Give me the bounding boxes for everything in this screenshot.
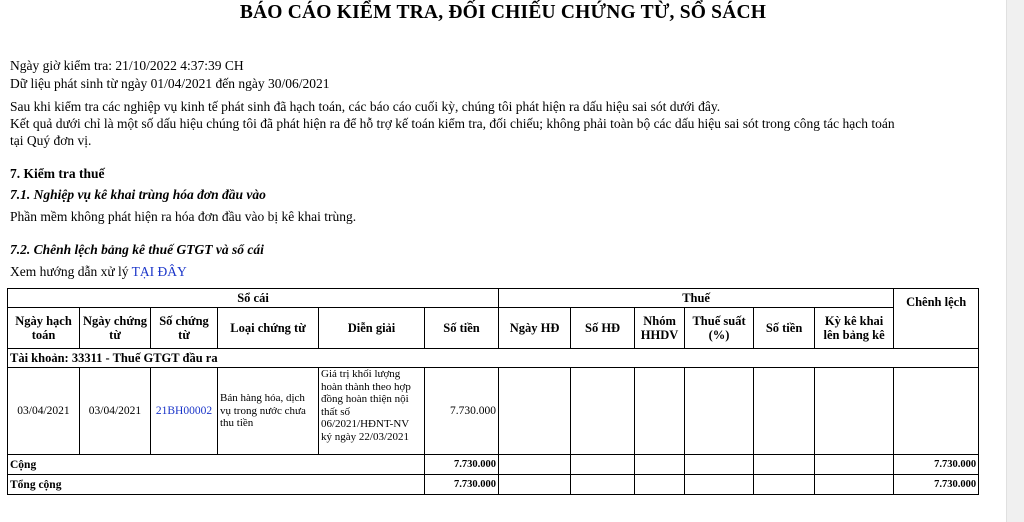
col-invoice-no: Số HĐ: [571, 308, 635, 349]
guide-prefix: Xem hướng dẫn xử lý: [10, 264, 129, 279]
subtotal-row: [8, 455, 979, 475]
total-row: [8, 475, 979, 495]
col-tax-amount: Số tiền: [754, 308, 815, 349]
cell-invoice-group: [635, 368, 685, 455]
section-7-heading: 7. Kiểm tra thuế: [10, 166, 105, 181]
vertical-scrollbar[interactable]: [1006, 0, 1024, 522]
intro-text-2-cont: tại Quý đơn vị.: [10, 133, 92, 148]
section-7-1-text: Phần mềm không phát hiện ra hóa đơn đầu vào bị kê khai trùng.: [10, 209, 357, 224]
section-7-2-heading: 7.2. Chênh lệch bảng kê thuế GTGT và sổ cái: [10, 242, 264, 257]
subtotal-difference: 7.730.000: [894, 455, 979, 475]
col-declared-period: Kỳ kê khai lên bảng kê: [815, 308, 894, 349]
cell-tax-amount: [754, 368, 815, 455]
cell-invoice-date: [499, 368, 571, 455]
col-tax-rate: Thuế suất (%): [685, 308, 754, 349]
intro-text-2: Kết quả dưới chỉ là một số dấu hiệu chúng tôi đã phát hiện ra để hỗ trợ kế toán kiểm tra, đối chiếu; không phải toàn bộ các dấu hiệu sai sót trong công tác hạch toán: [10, 116, 895, 131]
guide-line: [10, 264, 187, 280]
cell-declared-period: [815, 368, 894, 455]
cell-voucher-date: 03/04/2021: [80, 368, 151, 455]
table-column-header: [8, 308, 979, 349]
col-amount: Số tiền: [425, 308, 499, 349]
cell-difference: [894, 368, 979, 455]
subtotal-amount: 7.730.000: [425, 455, 499, 475]
intro-text-1: Sau khi kiểm tra các nghiệp vụ kinh tế phát sinh đã hạch toán, các báo cáo cuối kỳ, chúng tôi phát hiện ra dấu hiệu sai sót dưới đây.: [10, 99, 721, 114]
cell-description: Giá trị khối lượng hoàn thành theo hợp đồng hoàn thiện nội thất số 06/2021/HĐNT-NV ký ngày 22/03/2021: [319, 368, 425, 455]
col-voucher-no: Số chứng từ: [151, 308, 218, 349]
col-description: Diễn giải: [319, 308, 425, 349]
cell-invoice-no: [571, 368, 635, 455]
cell-tax-rate: [685, 368, 754, 455]
col-voucher-type: Loại chứng từ: [218, 308, 319, 349]
cell-voucher-type: Bán hàng hóa, dịch vụ trong nước chưa thu tiền: [218, 368, 319, 455]
total-label: Tổng cộng: [8, 475, 425, 495]
col-voucher-date: Ngày chứng từ: [80, 308, 151, 349]
data-range: Dữ liệu phát sinh từ ngày 01/04/2021 đến ngày 30/06/2021: [10, 76, 330, 91]
cell-posting-date: 03/04/2021: [8, 368, 80, 455]
total-difference: 7.730.000: [894, 475, 979, 495]
group-ledger: Sổ cái: [8, 289, 499, 308]
table-row: [8, 368, 979, 455]
col-posting-date: Ngày hạch toán: [8, 308, 80, 349]
table-group-header: [8, 289, 979, 308]
subtotal-label: Cộng: [8, 455, 425, 475]
cell-amount: 7.730.000: [425, 368, 499, 455]
account-row: [8, 349, 979, 368]
col-invoice-group: Nhóm HHDV: [635, 308, 685, 349]
section-7-1-heading: 7.1. Nghiệp vụ kê khai trùng hóa đơn đầu vào: [10, 187, 266, 202]
group-tax: Thuế: [499, 289, 894, 308]
report-title: BÁO CÁO KIỂM TRA, ĐỐI CHIẾU CHỨNG TỪ, SỔ SÁCH: [239, 2, 767, 23]
account-label: Tài khoản: 33311 - Thuế GTGT đầu ra: [8, 349, 979, 368]
tax-difference-table: [7, 288, 979, 495]
guide-link[interactable]: TẠI ĐÂY: [131, 264, 187, 279]
cell-voucher-no-link[interactable]: 21BH00002: [151, 368, 218, 455]
total-amount: 7.730.000: [425, 475, 499, 495]
col-difference: Chênh lệch: [894, 289, 979, 349]
check-time: Ngày giờ kiểm tra: 21/10/2022 4:37:39 CH: [10, 58, 244, 73]
col-invoice-date: Ngày HĐ: [499, 308, 571, 349]
